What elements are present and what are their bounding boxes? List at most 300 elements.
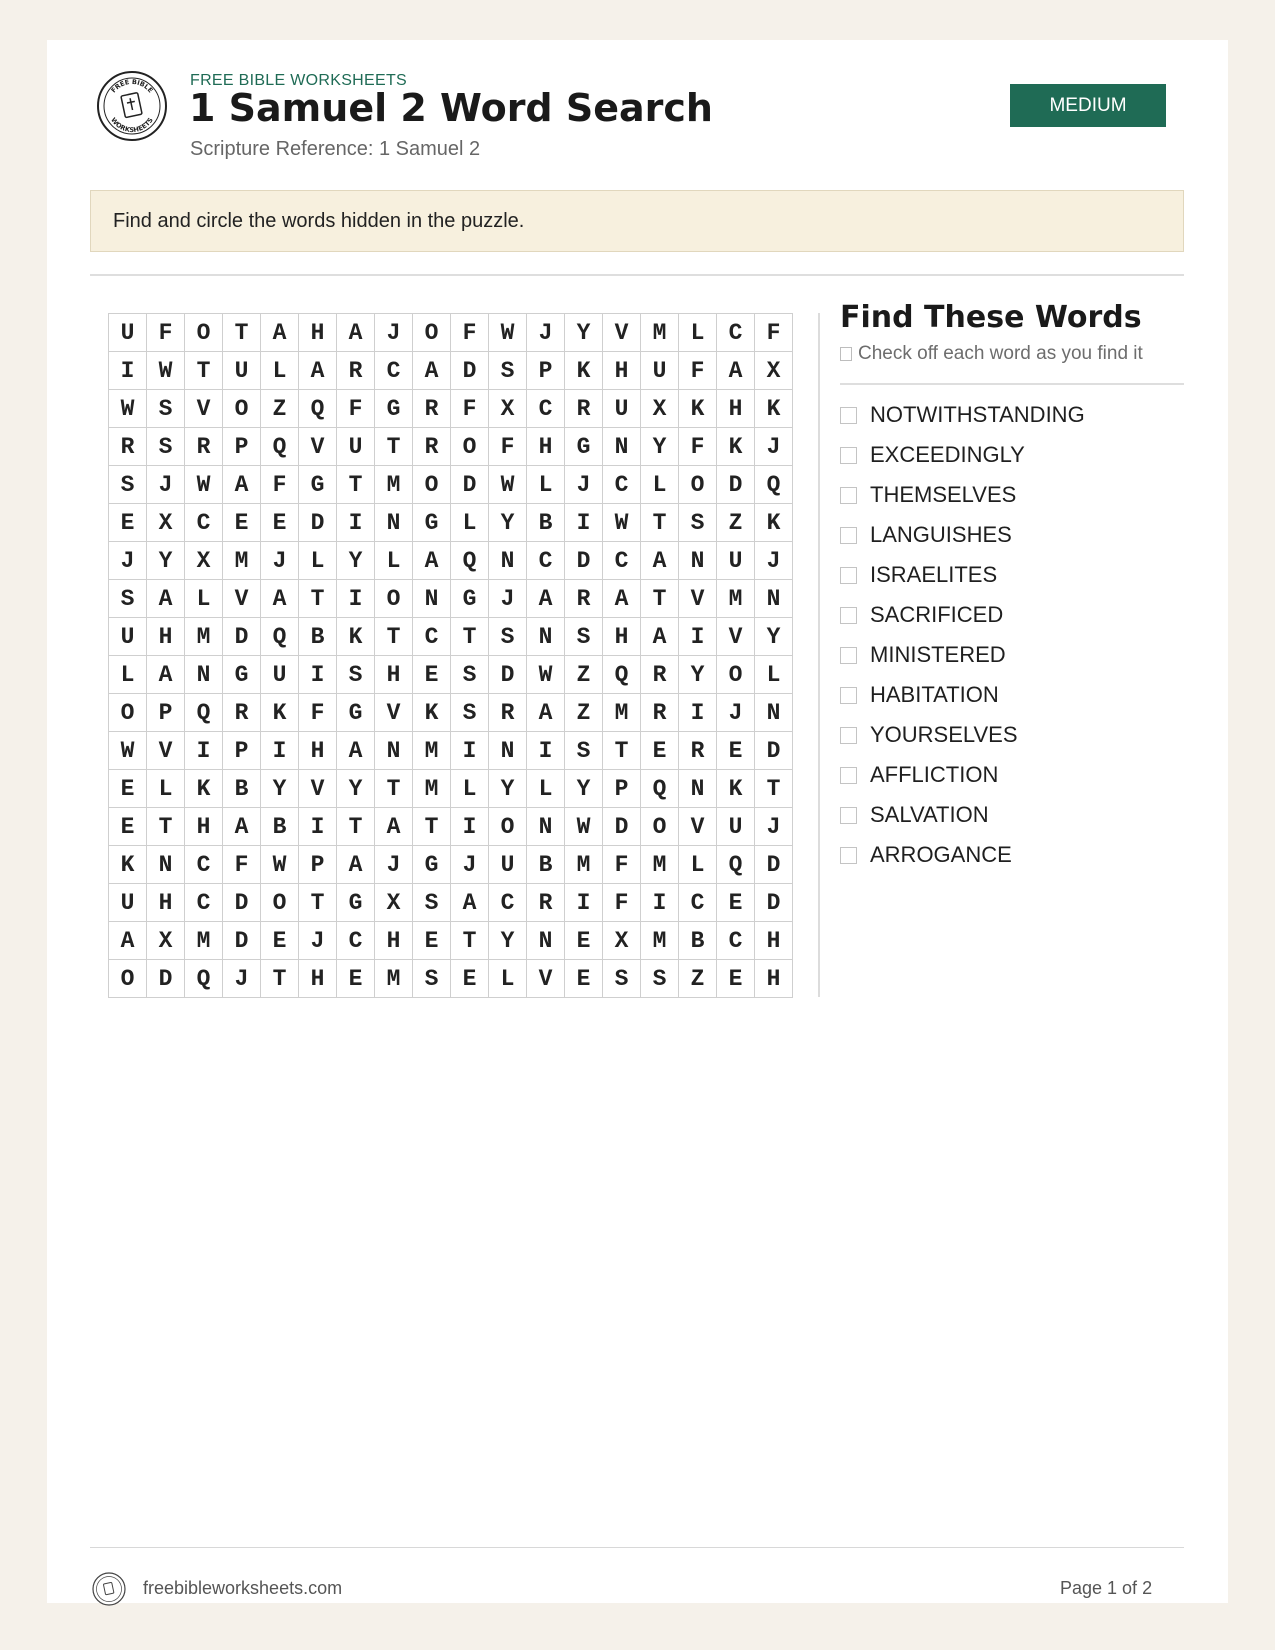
grid-cell[interactable]: O (413, 314, 451, 352)
grid-cell[interactable]: H (299, 732, 337, 770)
grid-cell[interactable]: P (603, 770, 641, 808)
grid-cell[interactable]: F (603, 884, 641, 922)
grid-cell[interactable]: W (147, 352, 185, 390)
grid-cell[interactable]: U (717, 542, 755, 580)
grid-cell[interactable]: J (299, 922, 337, 960)
grid-cell[interactable]: L (261, 352, 299, 390)
grid-cell[interactable]: Z (565, 656, 603, 694)
grid-cell[interactable]: E (717, 884, 755, 922)
grid-cell[interactable]: S (565, 732, 603, 770)
grid-cell[interactable]: D (603, 808, 641, 846)
grid-cell[interactable]: Q (261, 618, 299, 656)
grid-cell[interactable]: O (375, 580, 413, 618)
grid-cell[interactable]: C (185, 504, 223, 542)
grid-cell[interactable]: W (565, 808, 603, 846)
grid-cell[interactable]: F (489, 428, 527, 466)
grid-cell[interactable]: G (565, 428, 603, 466)
grid-cell[interactable]: M (413, 770, 451, 808)
grid-cell[interactable]: V (299, 428, 337, 466)
grid-cell[interactable]: U (641, 352, 679, 390)
grid-cell[interactable]: T (641, 580, 679, 618)
grid-cell[interactable]: R (223, 694, 261, 732)
grid-cell[interactable]: X (185, 542, 223, 580)
grid-cell[interactable]: N (489, 732, 527, 770)
grid-cell[interactable]: Y (565, 770, 603, 808)
grid-cell[interactable]: F (451, 390, 489, 428)
grid-cell[interactable]: N (679, 770, 717, 808)
grid-cell[interactable]: C (717, 922, 755, 960)
grid-cell[interactable]: G (223, 656, 261, 694)
grid-cell[interactable]: H (717, 390, 755, 428)
grid-cell[interactable]: S (641, 960, 679, 998)
grid-cell[interactable]: A (109, 922, 147, 960)
grid-cell[interactable]: A (337, 732, 375, 770)
grid-cell[interactable]: L (109, 656, 147, 694)
grid-cell[interactable]: D (299, 504, 337, 542)
grid-cell[interactable]: A (603, 580, 641, 618)
grid-cell[interactable]: H (603, 618, 641, 656)
grid-cell[interactable]: X (147, 922, 185, 960)
grid-cell[interactable]: Q (641, 770, 679, 808)
grid-cell[interactable]: E (717, 732, 755, 770)
grid-cell[interactable]: P (527, 352, 565, 390)
grid-cell[interactable]: L (299, 542, 337, 580)
grid-cell[interactable]: K (185, 770, 223, 808)
grid-cell[interactable]: Q (185, 694, 223, 732)
grid-cell[interactable]: M (641, 846, 679, 884)
grid-cell[interactable]: I (679, 618, 717, 656)
grid-cell[interactable]: A (299, 352, 337, 390)
grid-cell[interactable]: Q (717, 846, 755, 884)
grid-cell[interactable]: G (413, 504, 451, 542)
grid-cell[interactable]: Y (679, 656, 717, 694)
grid-cell[interactable]: Q (603, 656, 641, 694)
grid-cell[interactable]: Y (565, 314, 603, 352)
grid-cell[interactable]: S (451, 694, 489, 732)
grid-cell[interactable]: O (679, 466, 717, 504)
grid-cell[interactable]: E (261, 922, 299, 960)
grid-cell[interactable]: K (755, 504, 793, 542)
grid-cell[interactable]: S (451, 656, 489, 694)
grid-cell[interactable]: R (565, 390, 603, 428)
grid-cell[interactable]: V (375, 694, 413, 732)
grid-cell[interactable]: Y (641, 428, 679, 466)
grid-cell[interactable]: W (185, 466, 223, 504)
grid-cell[interactable]: E (413, 656, 451, 694)
grid-cell[interactable]: I (641, 884, 679, 922)
grid-cell[interactable]: A (413, 352, 451, 390)
grid-cell[interactable]: E (109, 808, 147, 846)
grid-cell[interactable]: C (413, 618, 451, 656)
grid-cell[interactable]: M (223, 542, 261, 580)
grid-cell[interactable]: M (375, 466, 413, 504)
grid-cell[interactable]: T (451, 618, 489, 656)
grid-cell[interactable]: U (109, 314, 147, 352)
grid-cell[interactable]: V (185, 390, 223, 428)
grid-cell[interactable]: T (641, 504, 679, 542)
grid-cell[interactable]: A (223, 466, 261, 504)
checkbox-icon[interactable] (840, 767, 857, 784)
grid-cell[interactable]: W (489, 314, 527, 352)
grid-cell[interactable]: C (527, 390, 565, 428)
grid-cell[interactable]: K (337, 618, 375, 656)
grid-cell[interactable]: J (565, 466, 603, 504)
grid-cell[interactable]: D (565, 542, 603, 580)
grid-cell[interactable]: W (109, 390, 147, 428)
grid-cell[interactable]: J (489, 580, 527, 618)
grid-cell[interactable]: V (679, 580, 717, 618)
grid-cell[interactable]: J (451, 846, 489, 884)
checkbox-icon[interactable] (840, 567, 857, 584)
grid-cell[interactable]: L (451, 770, 489, 808)
grid-cell[interactable]: T (337, 466, 375, 504)
grid-cell[interactable]: L (489, 960, 527, 998)
grid-cell[interactable]: J (261, 542, 299, 580)
grid-cell[interactable]: L (185, 580, 223, 618)
grid-cell[interactable]: K (717, 770, 755, 808)
grid-cell[interactable]: O (109, 960, 147, 998)
grid-cell[interactable]: D (755, 732, 793, 770)
grid-cell[interactable]: N (375, 504, 413, 542)
grid-cell[interactable]: D (755, 884, 793, 922)
grid-cell[interactable]: S (603, 960, 641, 998)
grid-cell[interactable]: A (451, 884, 489, 922)
grid-cell[interactable]: R (337, 352, 375, 390)
grid-cell[interactable]: B (527, 846, 565, 884)
grid-cell[interactable]: O (261, 884, 299, 922)
grid-cell[interactable]: F (451, 314, 489, 352)
grid-cell[interactable]: A (261, 580, 299, 618)
grid-cell[interactable]: C (375, 352, 413, 390)
grid-cell[interactable]: T (375, 770, 413, 808)
grid-cell[interactable]: S (679, 504, 717, 542)
grid-cell[interactable]: I (261, 732, 299, 770)
grid-cell[interactable]: I (337, 504, 375, 542)
grid-cell[interactable]: S (489, 352, 527, 390)
grid-cell[interactable]: K (717, 428, 755, 466)
grid-cell[interactable]: L (641, 466, 679, 504)
grid-cell[interactable]: A (337, 846, 375, 884)
grid-cell[interactable]: A (147, 656, 185, 694)
grid-cell[interactable]: U (109, 618, 147, 656)
grid-cell[interactable]: R (527, 884, 565, 922)
grid-cell[interactable]: L (147, 770, 185, 808)
grid-cell[interactable]: X (147, 504, 185, 542)
grid-cell[interactable]: W (261, 846, 299, 884)
grid-cell[interactable]: H (375, 922, 413, 960)
grid-cell[interactable]: H (147, 618, 185, 656)
grid-cell[interactable]: J (527, 314, 565, 352)
grid-cell[interactable]: R (641, 694, 679, 732)
grid-cell[interactable]: M (565, 846, 603, 884)
grid-cell[interactable]: O (223, 390, 261, 428)
grid-cell[interactable]: V (299, 770, 337, 808)
grid-cell[interactable]: L (527, 466, 565, 504)
grid-cell[interactable]: C (527, 542, 565, 580)
grid-cell[interactable]: H (299, 960, 337, 998)
grid-cell[interactable]: Q (261, 428, 299, 466)
grid-cell[interactable]: M (375, 960, 413, 998)
grid-cell[interactable]: R (489, 694, 527, 732)
grid-cell[interactable]: C (489, 884, 527, 922)
grid-cell[interactable]: S (337, 656, 375, 694)
grid-cell[interactable]: H (185, 808, 223, 846)
grid-cell[interactable]: K (565, 352, 603, 390)
grid-cell[interactable]: A (375, 808, 413, 846)
checkbox-icon[interactable] (840, 407, 857, 424)
grid-cell[interactable]: S (565, 618, 603, 656)
grid-cell[interactable]: M (641, 314, 679, 352)
grid-cell[interactable]: H (603, 352, 641, 390)
grid-cell[interactable]: E (641, 732, 679, 770)
grid-cell[interactable]: B (679, 922, 717, 960)
grid-cell[interactable]: A (261, 314, 299, 352)
grid-cell[interactable]: O (185, 314, 223, 352)
grid-cell[interactable]: T (375, 618, 413, 656)
grid-cell[interactable]: D (717, 466, 755, 504)
grid-cell[interactable]: X (603, 922, 641, 960)
checkbox-icon[interactable] (840, 687, 857, 704)
grid-cell[interactable]: N (413, 580, 451, 618)
grid-cell[interactable]: F (147, 314, 185, 352)
grid-cell[interactable]: Z (565, 694, 603, 732)
grid-cell[interactable]: R (679, 732, 717, 770)
grid-cell[interactable]: J (755, 428, 793, 466)
grid-cell[interactable]: H (147, 884, 185, 922)
grid-cell[interactable]: F (679, 352, 717, 390)
grid-cell[interactable]: D (489, 656, 527, 694)
grid-cell[interactable]: A (147, 580, 185, 618)
grid-cell[interactable]: N (185, 656, 223, 694)
grid-cell[interactable]: W (527, 656, 565, 694)
grid-cell[interactable]: H (299, 314, 337, 352)
grid-cell[interactable]: Y (337, 542, 375, 580)
grid-cell[interactable]: J (717, 694, 755, 732)
grid-cell[interactable]: Y (261, 770, 299, 808)
checkbox-icon[interactable] (840, 527, 857, 544)
grid-cell[interactable]: C (337, 922, 375, 960)
grid-cell[interactable]: E (109, 504, 147, 542)
grid-cell[interactable]: T (299, 580, 337, 618)
grid-cell[interactable]: I (299, 656, 337, 694)
grid-cell[interactable]: E (413, 922, 451, 960)
grid-cell[interactable]: T (337, 808, 375, 846)
grid-cell[interactable]: J (223, 960, 261, 998)
grid-cell[interactable]: O (489, 808, 527, 846)
grid-cell[interactable]: J (375, 314, 413, 352)
checkbox-icon[interactable] (840, 487, 857, 504)
grid-cell[interactable]: E (109, 770, 147, 808)
grid-cell[interactable]: E (565, 960, 603, 998)
grid-cell[interactable]: M (717, 580, 755, 618)
grid-cell[interactable]: O (717, 656, 755, 694)
grid-cell[interactable]: T (299, 884, 337, 922)
grid-cell[interactable]: K (109, 846, 147, 884)
grid-cell[interactable]: P (147, 694, 185, 732)
grid-cell[interactable]: F (679, 428, 717, 466)
grid-cell[interactable]: O (109, 694, 147, 732)
grid-cell[interactable]: K (413, 694, 451, 732)
grid-cell[interactable]: I (565, 884, 603, 922)
grid-cell[interactable]: Q (755, 466, 793, 504)
grid-cell[interactable]: R (565, 580, 603, 618)
grid-cell[interactable]: S (147, 428, 185, 466)
grid-cell[interactable]: I (337, 580, 375, 618)
grid-cell[interactable]: B (261, 808, 299, 846)
grid-cell[interactable]: L (451, 504, 489, 542)
grid-cell[interactable]: S (109, 466, 147, 504)
grid-cell[interactable]: I (185, 732, 223, 770)
grid-cell[interactable]: V (147, 732, 185, 770)
grid-cell[interactable]: S (109, 580, 147, 618)
checkbox-icon[interactable] (840, 847, 857, 864)
grid-cell[interactable]: X (489, 390, 527, 428)
grid-cell[interactable]: S (147, 390, 185, 428)
grid-cell[interactable]: I (679, 694, 717, 732)
grid-cell[interactable]: R (185, 428, 223, 466)
grid-cell[interactable]: N (527, 808, 565, 846)
grid-cell[interactable]: U (261, 656, 299, 694)
grid-cell[interactable]: N (679, 542, 717, 580)
grid-cell[interactable]: U (223, 352, 261, 390)
grid-cell[interactable]: Z (717, 504, 755, 542)
grid-cell[interactable]: G (375, 390, 413, 428)
grid-cell[interactable]: J (109, 542, 147, 580)
grid-cell[interactable]: L (679, 846, 717, 884)
grid-cell[interactable]: P (299, 846, 337, 884)
grid-cell[interactable]: P (223, 732, 261, 770)
grid-cell[interactable]: R (641, 656, 679, 694)
grid-cell[interactable]: T (755, 770, 793, 808)
grid-cell[interactable]: V (679, 808, 717, 846)
grid-cell[interactable]: Q (299, 390, 337, 428)
grid-cell[interactable]: N (603, 428, 641, 466)
grid-cell[interactable]: I (451, 732, 489, 770)
grid-cell[interactable]: T (603, 732, 641, 770)
grid-cell[interactable]: V (527, 960, 565, 998)
grid-cell[interactable]: R (413, 390, 451, 428)
grid-cell[interactable]: A (641, 618, 679, 656)
grid-cell[interactable]: I (565, 504, 603, 542)
grid-cell[interactable]: I (109, 352, 147, 390)
grid-cell[interactable]: L (755, 656, 793, 694)
grid-cell[interactable]: A (337, 314, 375, 352)
grid-cell[interactable]: Y (755, 618, 793, 656)
grid-cell[interactable]: I (451, 808, 489, 846)
grid-cell[interactable]: U (603, 390, 641, 428)
grid-cell[interactable]: U (337, 428, 375, 466)
grid-cell[interactable]: O (451, 428, 489, 466)
grid-cell[interactable]: W (603, 504, 641, 542)
grid-cell[interactable]: D (755, 846, 793, 884)
grid-cell[interactable]: E (337, 960, 375, 998)
grid-cell[interactable]: M (185, 922, 223, 960)
grid-cell[interactable]: T (185, 352, 223, 390)
grid-cell[interactable]: W (489, 466, 527, 504)
grid-cell[interactable]: F (337, 390, 375, 428)
grid-cell[interactable]: X (755, 352, 793, 390)
grid-cell[interactable]: F (299, 694, 337, 732)
grid-cell[interactable]: A (527, 580, 565, 618)
grid-cell[interactable]: D (147, 960, 185, 998)
grid-cell[interactable]: V (603, 314, 641, 352)
checkbox-icon[interactable] (840, 807, 857, 824)
grid-cell[interactable]: V (223, 580, 261, 618)
grid-cell[interactable]: G (337, 694, 375, 732)
grid-cell[interactable]: R (413, 428, 451, 466)
grid-cell[interactable]: M (641, 922, 679, 960)
grid-cell[interactable]: C (185, 884, 223, 922)
grid-cell[interactable]: D (223, 618, 261, 656)
grid-cell[interactable]: N (147, 846, 185, 884)
grid-cell[interactable]: Y (489, 770, 527, 808)
grid-cell[interactable]: T (375, 428, 413, 466)
grid-cell[interactable]: B (223, 770, 261, 808)
grid-cell[interactable]: I (527, 732, 565, 770)
grid-cell[interactable]: Q (185, 960, 223, 998)
grid-cell[interactable]: C (603, 466, 641, 504)
grid-cell[interactable]: Y (147, 542, 185, 580)
grid-cell[interactable]: E (451, 960, 489, 998)
grid-cell[interactable]: U (489, 846, 527, 884)
grid-cell[interactable]: X (641, 390, 679, 428)
grid-cell[interactable]: O (413, 466, 451, 504)
grid-cell[interactable]: Q (451, 542, 489, 580)
grid-cell[interactable]: Z (261, 390, 299, 428)
grid-cell[interactable]: E (565, 922, 603, 960)
grid-cell[interactable]: G (413, 846, 451, 884)
grid-cell[interactable]: R (109, 428, 147, 466)
grid-cell[interactable]: K (261, 694, 299, 732)
checkbox-icon[interactable] (840, 647, 857, 664)
grid-cell[interactable]: W (109, 732, 147, 770)
grid-cell[interactable]: Y (489, 504, 527, 542)
grid-cell[interactable]: D (451, 466, 489, 504)
grid-cell[interactable]: N (755, 580, 793, 618)
grid-cell[interactable]: E (223, 504, 261, 542)
grid-cell[interactable]: D (223, 884, 261, 922)
grid-cell[interactable]: Z (679, 960, 717, 998)
grid-cell[interactable]: L (679, 314, 717, 352)
grid-cell[interactable]: J (147, 466, 185, 504)
grid-cell[interactable]: B (527, 504, 565, 542)
grid-cell[interactable]: S (413, 884, 451, 922)
grid-cell[interactable]: E (261, 504, 299, 542)
grid-cell[interactable]: Y (337, 770, 375, 808)
grid-cell[interactable]: S (489, 618, 527, 656)
grid-cell[interactable]: P (223, 428, 261, 466)
grid-cell[interactable]: N (527, 922, 565, 960)
grid-cell[interactable]: D (223, 922, 261, 960)
grid-cell[interactable]: T (261, 960, 299, 998)
grid-cell[interactable]: K (755, 390, 793, 428)
grid-cell[interactable]: N (527, 618, 565, 656)
grid-cell[interactable]: G (451, 580, 489, 618)
grid-cell[interactable]: B (299, 618, 337, 656)
grid-cell[interactable]: I (299, 808, 337, 846)
grid-cell[interactable]: X (375, 884, 413, 922)
grid-cell[interactable]: J (755, 808, 793, 846)
grid-cell[interactable]: G (299, 466, 337, 504)
grid-cell[interactable]: A (527, 694, 565, 732)
grid-cell[interactable]: A (717, 352, 755, 390)
grid-cell[interactable]: Y (489, 922, 527, 960)
grid-cell[interactable]: F (603, 846, 641, 884)
grid-cell[interactable]: E (717, 960, 755, 998)
grid-cell[interactable]: N (489, 542, 527, 580)
grid-cell[interactable]: F (261, 466, 299, 504)
grid-cell[interactable]: C (603, 542, 641, 580)
